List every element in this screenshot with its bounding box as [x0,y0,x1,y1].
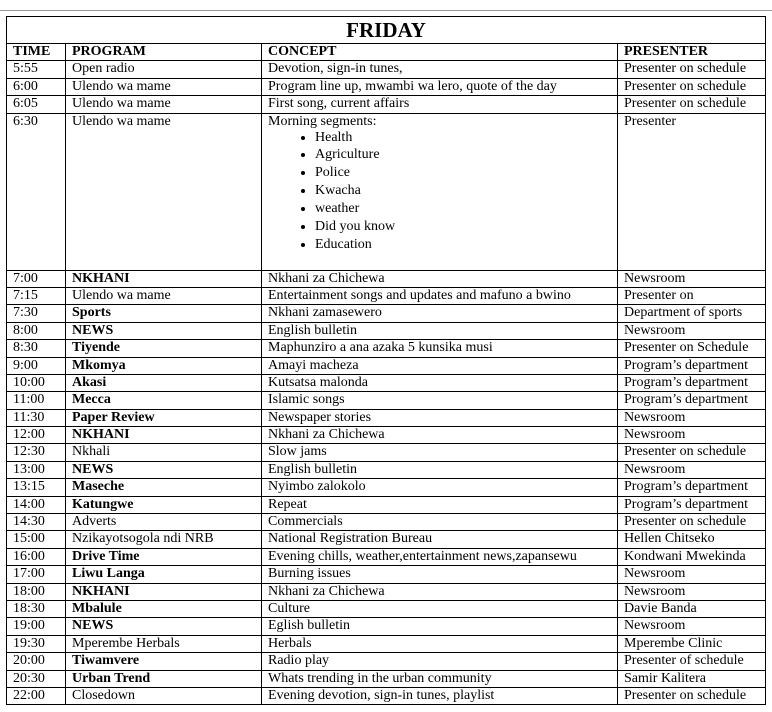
concept-cell: Eglish bulletin [262,618,618,635]
header-presenter: PRESENTER [618,44,766,61]
table-row [7,479,766,496]
concept-cell: Maphunziro a ana azaka 5 kunsika musi [262,340,618,357]
table-row [7,635,766,652]
concept-cell: Herbals [262,635,618,652]
table-row [7,305,766,322]
presenter-cell: Newsroom [618,618,766,635]
program-cell: Tiyende [66,340,262,357]
time-cell: 17:00 [7,566,66,583]
presenter-cell: Presenter on schedule [618,444,766,461]
time-cell: 7:30 [7,305,66,322]
friday-schedule-table [6,16,766,705]
presenter-cell: Newsroom [618,427,766,444]
time-cell: 8:00 [7,322,66,339]
presenter-cell: Program’s department [618,374,766,391]
program-cell: Sports [66,305,262,322]
presenter-cell: Presenter on schedule [618,96,766,113]
time-cell: 11:30 [7,409,66,426]
time-cell: 14:30 [7,514,66,531]
time-cell: 20:00 [7,653,66,670]
program-cell: Open radio [66,61,262,78]
header-row [7,44,766,61]
table-row [7,618,766,635]
time-cell: 6:30 [7,113,66,270]
presenter-cell: Newsroom [618,566,766,583]
presenter-cell: Program’s department [618,392,766,409]
time-cell: 18:30 [7,600,66,617]
concept-cell: Amayi macheza [262,357,618,374]
concept-cell: Entertainment songs and updates and mafuno a bwino [262,287,618,304]
program-cell: Ulendo wa mame [66,287,262,304]
table-row [7,653,766,670]
table-row [7,566,766,583]
segment-item: • weather [315,200,617,218]
table-row [7,96,766,113]
presenter-cell: Presenter on schedule [618,61,766,78]
table-row [7,427,766,444]
program-cell: NEWS [66,461,262,478]
time-cell: 12:00 [7,427,66,444]
table-row [7,61,766,78]
time-cell: 14:00 [7,496,66,513]
program-cell: NEWS [66,618,262,635]
program-cell: Closedown [66,687,262,704]
program-cell: Liwu Langa [66,566,262,583]
time-cell: 6:05 [7,96,66,113]
concept-cell: Whats trending in the urban community [262,670,618,687]
concept-cell: Islamic songs [262,392,618,409]
presenter-cell: Presenter on schedule [618,78,766,95]
time-cell: 19:00 [7,618,66,635]
program-cell: Drive Time [66,548,262,565]
table-row [7,600,766,617]
title-row [7,17,766,44]
concept-cell: Nkhani za Chichewa [262,270,618,287]
segment-item: • Police [315,164,617,182]
presenter-cell: Hellen Chitseko [618,531,766,548]
presenter-cell: Presenter on schedule [618,514,766,531]
program-cell: Nzikayotsogola ndi NRB [66,531,262,548]
table-row [7,496,766,513]
concept-cell: Evening chills, weather,entertainment news,zapansewu [262,548,618,565]
concept-cell: Program line up, mwambi wa lero, quote of the day [262,78,618,95]
presenter-cell: Kondwani Mwekinda [618,548,766,565]
concept-cell: Commercials [262,514,618,531]
program-cell: Paper Review [66,409,262,426]
concept-cell: Nkhani za Chichewa [262,583,618,600]
concept-cell: First song, current affairs [262,96,618,113]
segments-heading: Morning segments: [268,113,377,129]
program-cell: Mperembe Herbals [66,635,262,652]
table-row [7,548,766,565]
time-cell: 22:00 [7,687,66,704]
program-cell: Maseche [66,479,262,496]
time-cell: 15:00 [7,531,66,548]
time-cell: 8:30 [7,340,66,357]
table-row [7,374,766,391]
top-rule [0,10,772,11]
program-cell: Urban Trend [66,670,262,687]
program-cell: Ulendo wa mame [66,113,262,270]
time-cell: 13:15 [7,479,66,496]
concept-cell: Newspaper stories [262,409,618,426]
table-row [7,357,766,374]
presenter-cell: Presenter on Schedule [618,340,766,357]
segment-item: • Kwacha [315,182,617,200]
program-cell: Mbalule [66,600,262,617]
schedule-body [7,17,766,705]
time-cell: 9:00 [7,357,66,374]
concept-cell: Devotion, sign-in tunes, [262,61,618,78]
presenter-cell: Presenter on schedule [618,687,766,704]
time-cell: 7:15 [7,287,66,304]
table-row [7,583,766,600]
presenter-cell: Newsroom [618,270,766,287]
concept-cell: English bulletin [262,322,618,339]
header-concept: CONCEPT [262,44,618,61]
presenter-cell: Department of sports [618,305,766,322]
presenter-cell: Samir Kalitera [618,670,766,687]
time-cell: 18:00 [7,583,66,600]
segment-item: • Education [315,236,617,254]
header-program: PROGRAM [66,44,262,61]
program-cell: Ulendo wa mame [66,96,262,113]
concept-cell: Evening devotion, sign-in tunes, playlist [262,687,618,704]
table-row [7,409,766,426]
segments-list [268,129,617,254]
table-row [7,531,766,548]
presenter-cell: Program’s department [618,357,766,374]
time-cell: 20:30 [7,670,66,687]
program-cell: Adverts [66,514,262,531]
program-cell: NKHANI [66,427,262,444]
time-cell: 16:00 [7,548,66,565]
segment-item: • Agriculture [315,146,617,164]
table-row [7,287,766,304]
time-cell: 12:30 [7,444,66,461]
concept-cell: Nyimbo zalokolo [262,479,618,496]
time-cell: 13:00 [7,461,66,478]
program-cell: NEWS [66,322,262,339]
concept-cell: Kutsatsa malonda [262,374,618,391]
segment-item: • Health [315,129,617,147]
time-cell: 19:30 [7,635,66,652]
day-title: FRIDAY [7,17,766,44]
program-cell: Mecca [66,392,262,409]
concept-cell: Radio play [262,653,618,670]
program-cell: Tiwamvere [66,653,262,670]
presenter-cell: Presenter [618,113,766,270]
table-row [7,78,766,95]
presenter-cell: Presenter of schedule [618,653,766,670]
table-row [7,444,766,461]
time-cell: 5:55 [7,61,66,78]
concept-cell: Culture [262,600,618,617]
concept-cell: English bulletin [262,461,618,478]
program-cell: NKHANI [66,583,262,600]
program-cell: Katungwe [66,496,262,513]
concept-cell-segments [262,113,618,270]
presenter-cell: Newsroom [618,461,766,478]
program-cell: Mkomya [66,357,262,374]
concept-cell: Burning issues [262,566,618,583]
presenter-cell: Davie Banda [618,600,766,617]
time-cell: 11:00 [7,392,66,409]
table-row [7,270,766,287]
program-cell: Akasi [66,374,262,391]
concept-cell: Nkhani zamasewero [262,305,618,322]
presenter-cell: Mperembe Clinic [618,635,766,652]
concept-cell: National Registration Bureau [262,531,618,548]
time-cell: 10:00 [7,374,66,391]
program-cell: Nkhali [66,444,262,461]
table-row [7,670,766,687]
table-row [7,687,766,704]
table-row [7,322,766,339]
table-row [7,461,766,478]
time-cell: 7:00 [7,270,66,287]
presenter-cell: Program’s department [618,496,766,513]
presenter-cell: Newsroom [618,583,766,600]
presenter-cell: Program’s department [618,479,766,496]
presenter-cell: Presenter on [618,287,766,304]
table-row-morning-segments [7,113,766,270]
presenter-cell: Newsroom [618,409,766,426]
table-row [7,340,766,357]
program-cell: Ulendo wa mame [66,78,262,95]
table-row [7,392,766,409]
concept-cell: Slow jams [262,444,618,461]
header-time: TIME [7,44,66,61]
concept-cell: Nkhani za Chichewa [262,427,618,444]
segment-item: • Did you know [315,218,617,236]
time-cell: 6:00 [7,78,66,95]
concept-cell: Repeat [262,496,618,513]
presenter-cell: Newsroom [618,322,766,339]
program-cell: NKHANI [66,270,262,287]
table-row [7,514,766,531]
